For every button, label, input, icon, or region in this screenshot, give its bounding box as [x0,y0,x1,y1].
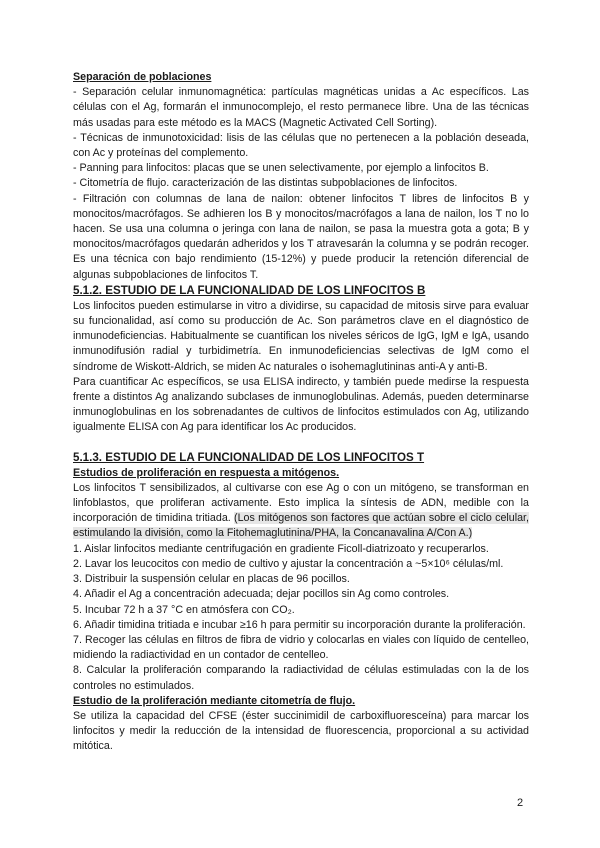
separation-item: - Separación celular inmunomagnética: partículas magnéticas unidas a Ac específicos. Las células con el Ag, formarán el inmunocomplejo, el resto permanece libre. Una de las técnicas más usadas para este método es la MACS (Magnetic Activated Cell Sorting). [73,86,529,129]
protocol-step: 2. Lavar los leucocitos con medio de cultivo y ajustar la concentración a ~5×10⁶ células/ml. [73,557,504,570]
mitogen-highlight: (Los mitógenos son factores que actúan sobre el ciclo celular, estimulando la división, como la Fitohemaglutinina/PHA, la Concanavalina A/Con A.) [73,512,529,540]
protocol-step: 8. Calcular la proliferación comparando la radiactividad de células estimuladas con la de los controles no estimulados. [73,664,529,692]
cytometry-paragraph: Se utiliza la capacidad del CFSE (éster succinimidil de carboxifluoresceína) para marcar los linfocitos y medir la reducción de la intensidad de fluorescencia, proporcional a su actividad mitótica. [73,709,529,753]
separation-item: - Citometría de flujo. caracterización de las distintas subpoblaciones de linfocitos. [73,177,458,190]
page-number: 2 [517,797,524,809]
proliferation-paragraph [73,481,529,542]
protocol-step: 6. Añadir timidina tritiada e incubar ≥16 h para permitir su incorporación durante la proliferación. [73,618,526,631]
section-t-heading: 5.1.3. ESTUDIO DE LA FUNCIONALIDAD DE LOS LINFOCITOS T [73,450,425,464]
section-b-paragraph: Los linfocitos pueden estimularse in vitro a dividirse, su capacidad de mitosis sirve para evaluar su funcionalidad, así como su producción de Ac. Son parámetros clave en el diagnóstico de inmunodeficiencias. Habitualmente se cuantifican los niveles séricos de IgG, IgM e IgA, usando inmunodifusión radial y turbidimetría. En inmunodeficiencias selectivas de IgM como el síndrome de Wiskott-Aldrich, se miden Ac naturales o isohemaglutininas anti-A y anti-B. [73,299,529,373]
section-b-paragraph: Para cuantificar Ac específicos, se usa ELISA indirecto, y también puede medirse la respuesta frente a distintos Ag analizando subclases de inmunoglobulinas. Además, pueden determinarse inmunoglobulinas en los sobrenadantes de cultivos de linfocitos estimulados con Ag, utilizando igualmente ELISA con Ag para identificar los Ac producidos. [73,375,529,434]
section-b-heading: 5.1.2. ESTUDIO DE LA FUNCIONALIDAD DE LOS LINFOCITOS B [73,283,426,297]
separation-item: - Técnicas de inmunotoxicidad: lisis de las células que no pertenecen a la población deseada, con Ac y proteínas del complemento. [73,131,529,160]
protocol-step: 5. Incubar 72 h a 37 °C en atmósfera con CO₂. [73,603,295,616]
separation-heading: Separación de poblaciones [73,71,212,83]
protocol-step: 3. Distribuir la suspensión celular en placas de 96 pocillos. [73,573,350,586]
proliferation-text: Los linfocitos T sensibilizados, al cultivarse con ese Ag o con un mitógeno, se transforman en linfoblastos, que proliferan activamente. Esto implica la síntesis de ADN, medible con la incorporación de timidina tritiada. [73,481,529,525]
protocol-step: 7. Recoger las células en filtros de fibra de vidrio y colocarlas en viales con líquido de centelleo, midiendo la radiactividad en un contador de centelleo. [73,633,529,662]
document-page [73,70,529,755]
proliferation-heading: Estudios de proliferación en respuesta a mitógenos. [73,466,340,479]
cytometry-heading: Estudio de la proliferación mediante citometría de flujo. [73,694,356,707]
separation-item: - Panning para linfocitos: placas que se unen selectivamente, por ejemplo a linfocitos B. [73,162,489,175]
protocol-step: 1. Aislar linfocitos mediante centrifugación en gradiente Ficoll-diatrizoato y recuperarlos. [73,542,489,555]
protocol-step: 4. Añadir el Ag a concentración adecuada; dejar pocillos sin Ag como controles. [73,588,450,601]
separation-item: - Filtración con columnas de lana de nailon: obtener linfocitos T libres de linfocitos B y monocitos/macrófagos. Se adhieren los B y monocitos/macrófagos a lana de nailon, los T no lo hacen. Se usa una columna o jeringa con lana de nailon, se pasa la muestra gota a gota; B y monocitos/macrófagos quedarán adheridos y los T atravesarán la columna y se podrán recoger. Es una técnica con bajo rendimiento (15-12%) y puede producir la retención diferencial de algunas subpoblaciones de linfocitos T. [73,192,529,281]
